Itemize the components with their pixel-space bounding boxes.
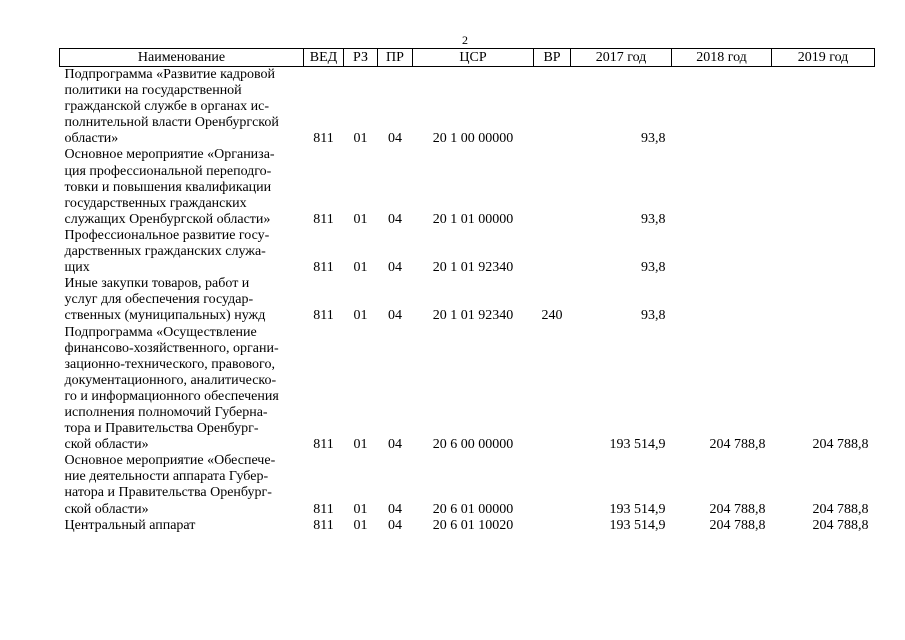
name-line: государственных гражданских [64, 195, 247, 211]
amount-2019-cell [772, 276, 875, 324]
vr-cell: 240 [541, 308, 563, 324]
pr-cell: 04 [388, 501, 402, 517]
table-row [60, 67, 875, 148]
table-row [60, 147, 875, 227]
header-2018: 2018 год [672, 49, 772, 67]
name-cell [60, 67, 304, 148]
header-rz: РЗ [344, 49, 378, 67]
header-2019: 2019 год [772, 49, 875, 67]
amount-2017-cell: 93,8 [641, 211, 666, 227]
name-line: Основное мероприятие «Обеспече- [64, 453, 276, 469]
name-line: области» [64, 131, 119, 147]
rz-cell: 01 [353, 501, 368, 517]
name-cell [60, 276, 304, 324]
name-line: зационно-технического, правового, [64, 356, 275, 372]
rz-cell: 01 [353, 131, 368, 147]
csr-cell: 20 6 00 00000 [432, 437, 514, 453]
name-line: ние деятельности аппарата Губер- [64, 469, 269, 485]
pr-cell: 04 [388, 437, 402, 453]
rz-cell: 01 [353, 437, 368, 453]
pr-cell: 04 [388, 131, 402, 147]
header-name: Наименование [60, 49, 304, 67]
name-line: услуг для обеспечения государ- [64, 292, 254, 308]
name-line: гражданской службе в органах ис- [64, 99, 270, 115]
name-cell [60, 453, 304, 517]
name-line: щих [64, 260, 90, 276]
name-cell [60, 325, 304, 454]
amount-2017-cell: 193 514,9 [609, 437, 666, 453]
table-header [60, 49, 875, 67]
name-line: натора и Правительства Оренбург- [64, 485, 272, 501]
name-line: Иные закупки товаров, работ и [64, 276, 250, 292]
name-cell [60, 518, 304, 534]
amount-2019-cell [772, 228, 875, 276]
table-row [60, 325, 875, 454]
amount-2017-cell: 193 514,9 [609, 517, 666, 533]
amount-2017-cell: 93,8 [641, 131, 666, 147]
name-line: Центральный аппарат [64, 517, 196, 533]
budget-table [59, 48, 875, 534]
page-number: 2 [462, 33, 468, 47]
csr-cell: 20 1 01 00000 [432, 211, 514, 227]
amount-2018-cell [672, 276, 772, 324]
amount-2019-cell: 204 788,8 [812, 501, 869, 517]
amount-2019-cell [772, 67, 875, 148]
name-line: Подпрограмма «Осуществление [64, 324, 257, 340]
amount-2018-cell: 204 788,8 [709, 517, 766, 533]
amount-2018-cell [672, 228, 772, 276]
amount-2017-cell: 193 514,9 [609, 501, 666, 517]
amount-2018-cell: 204 788,8 [709, 501, 766, 517]
name-line: Основное мероприятие «Организа- [64, 147, 275, 163]
ved-cell: 811 [313, 308, 334, 324]
name-line: Подпрограмма «Развитие кадровой [64, 67, 276, 82]
pr-cell: 04 [388, 211, 402, 227]
vr-cell [534, 453, 571, 517]
rz-cell: 01 [353, 308, 368, 324]
header-2017: 2017 год [571, 49, 672, 67]
amount-2017-cell: 93,8 [641, 308, 666, 324]
csr-cell: 20 6 01 00000 [432, 501, 514, 517]
table-row [60, 518, 875, 534]
table-row [60, 276, 875, 324]
amount-2019-cell: 204 788,8 [812, 437, 869, 453]
rz-cell: 01 [353, 211, 368, 227]
csr-cell: 20 1 01 92340 [432, 260, 514, 276]
name-line: ственных (муниципальных) нужд [64, 308, 266, 324]
name-line: дарственных гражданских служа- [64, 244, 266, 260]
name-line: исполнения полномочий Губерна- [64, 404, 268, 420]
pr-cell: 04 [388, 260, 402, 276]
table-body [60, 67, 875, 534]
pr-cell: 04 [388, 517, 402, 533]
name-line: тора и Правительства Оренбург- [64, 421, 259, 437]
amount-2018-cell [672, 147, 772, 227]
name-line: ция профессиональной переподго- [64, 163, 272, 179]
name-line: ской области» [64, 501, 149, 517]
header-ved: ВЕД [304, 49, 344, 67]
name-line: товки и повышения квалификации [64, 179, 272, 195]
amount-2019-cell: 204 788,8 [812, 517, 869, 533]
csr-cell: 20 1 01 92340 [432, 308, 514, 324]
name-line: ской области» [64, 437, 149, 453]
name-line: Профессиональное развитие госу- [64, 227, 270, 243]
name-cell [60, 147, 304, 227]
vr-cell [534, 228, 571, 276]
header-pr: ПР [378, 49, 413, 67]
header-csr: ЦСР [413, 49, 534, 67]
name-line: го и информационного обеспечения [64, 388, 279, 404]
table-row [60, 453, 875, 517]
ved-cell: 811 [313, 211, 334, 227]
name-line: политики на государственной [64, 83, 242, 99]
name-line: документационного, аналитическо- [64, 372, 277, 388]
vr-cell [534, 518, 571, 534]
ved-cell: 811 [313, 260, 334, 276]
vr-cell [534, 325, 571, 454]
ved-cell: 811 [313, 131, 334, 147]
amount-2018-cell [672, 67, 772, 148]
csr-cell: 20 6 01 10020 [432, 517, 514, 533]
csr-cell: 20 1 00 00000 [432, 131, 514, 147]
vr-cell [534, 147, 571, 227]
amount-2019-cell [772, 147, 875, 227]
name-line: служащих Оренбургской области» [64, 211, 271, 227]
ved-cell: 811 [313, 517, 334, 533]
name-line: полнительной власти Оренбургской [64, 115, 279, 131]
table-row [60, 228, 875, 276]
header-row [60, 49, 875, 67]
name-cell [60, 228, 304, 276]
rz-cell: 01 [353, 517, 368, 533]
name-line: финансово-хозяйственного, органи- [64, 340, 279, 356]
ved-cell: 811 [313, 501, 334, 517]
amount-2018-cell: 204 788,8 [709, 437, 766, 453]
amount-2017-cell: 93,8 [641, 260, 666, 276]
header-vr: ВР [534, 49, 571, 67]
pr-cell: 04 [388, 308, 402, 324]
ved-cell: 811 [313, 437, 334, 453]
rz-cell: 01 [353, 260, 368, 276]
vr-cell [534, 67, 571, 148]
